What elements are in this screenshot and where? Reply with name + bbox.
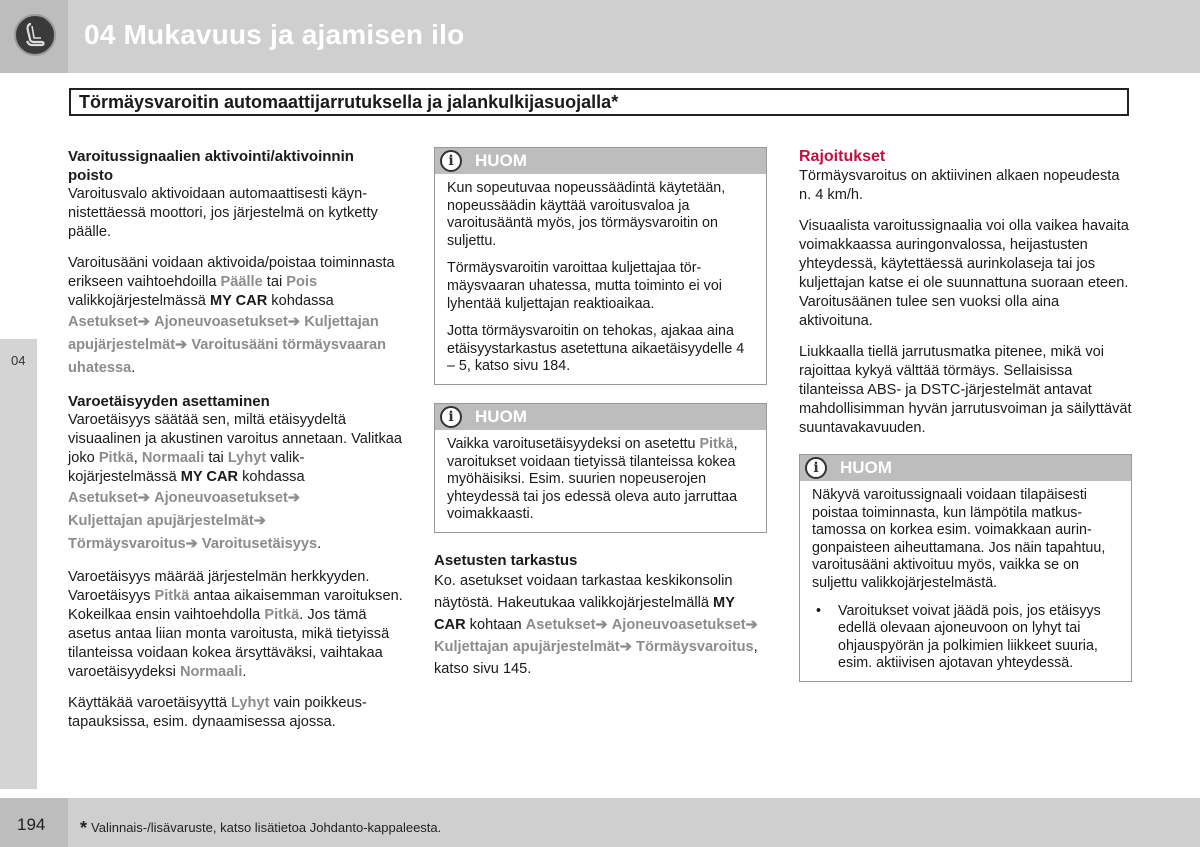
menu-path: Asetukset➔ Ajoneuvoasetukset➔ Kuljettajan apujärjestelmät➔ Törmäysvaroitus➔ Varoitusetäisyys. (68, 490, 322, 552)
chapter-title: 04 Mukavuus ja ajamisen ilo (84, 19, 465, 50)
seat-icon (14, 14, 56, 56)
chapter-side-tab-label: 04 (11, 353, 26, 368)
note-label: HUOM (840, 458, 892, 477)
paragraph: Ko. asetukset voidaan tarkastaa keskikonsolin näytöstä. Hakeutukaa valikkojärjestelmällä MY CAR kohtaan Asetukset➔ Ajoneuvoasetukset➔ Kuljettajan apujärjestelmät➔ Törmäysvaroitus, katso sivu 145. (434, 572, 758, 677)
section-title: Törmäysvaroitin automaattijarrutuksella ja jalankulkijasuojalla* (69, 88, 1129, 116)
info-icon: i (805, 457, 827, 479)
arrow-right-icon: ➔ (595, 616, 608, 633)
note-paragraph: Törmäysvaroitin varoittaa kuljettajaa törmäysvaaran uhatessa, mutta toiminto ei voi lyhentää kuljettajan reaktioaikaa. (447, 260, 722, 312)
bullet-icon: • (816, 602, 822, 619)
column-3 (799, 147, 1132, 700)
note-box (434, 403, 767, 533)
bullet-item: • Varoitukset voivat jäädä pois, jos etäisyys edellä olevaan ajoneuvoon on lyhyt tai ohjauspyörän ja polkimien liikkeet suuria, esim. aktiivisen ajotavan yhteydessä. (816, 602, 1101, 672)
paragraph: Törmäysvaroitus on aktiivinen alkaen nopeudesta n. 4 km/h. (799, 168, 1120, 203)
arrow-right-icon: ➔ (185, 536, 198, 552)
heading-warning-distance: Varoetäisyyden asettaminen (68, 393, 270, 410)
arrow-right-icon: ➔ (287, 314, 301, 330)
note-header (435, 148, 766, 174)
note-label: HUOM (475, 151, 527, 170)
info-icon: i (440, 406, 462, 428)
info-icon: i (440, 150, 462, 172)
column-1 (68, 147, 403, 732)
note-label: HUOM (475, 406, 527, 426)
page-number: 194 (17, 815, 46, 834)
heading-warning-signals: Varoitussignaalien aktivointi/aktivoinnin poisto (68, 148, 354, 184)
arrow-right-icon: ➔ (619, 638, 632, 655)
note-header (800, 455, 1131, 481)
note-body (435, 174, 766, 384)
footnote-star: * (80, 818, 88, 838)
heading-check-settings: Asetusten tarkastus (434, 551, 578, 569)
note-paragraph: Jotta törmäysvaroitin on tehokas, ajakaa aina etäisyystarkastus asetettuna aikaetäisyydelle 4 – 5, katso sivu 184. (447, 323, 745, 375)
note-header (435, 404, 766, 430)
arrow-right-icon: ➔ (253, 513, 266, 529)
note-body (800, 481, 1131, 681)
paragraph: Liukkaalla tiellä jarrutusmatka pitenee, mikä voi rajoittaa kykyä välttää törmäys. Sellaisissa tilanteissa ABS- ja DSTC-järjestelmät antavat mahdollisimman hyvän jarrutusvoiman ja säilyttävät suuntavakavuuden. (799, 344, 1132, 436)
paragraph: Varoitusääni voidaan aktivoida/poistaa toiminnasta erikseen vaihtoehdoilla Päälle tai Pois valikkojärjestelmässä MY CAR kohdassa (68, 255, 395, 309)
arrow-right-icon: ➔ (175, 337, 188, 353)
heading-limitations: Rajoitukset (799, 148, 886, 165)
note-box (434, 147, 767, 385)
note-paragraph: Näkyvä varoitussignaali voidaan tilapäisesti poistaa toiminnasta, kun lämpötila matkustamossa on korkea esim. voimakkaan auringonpaisteen aiheuttamana. Jos näin tapahtuu, varoitusääni aktivoituu myös, vaikka se on suljettu valikkojärjestelmästä. (812, 487, 1106, 591)
chapter-side-tab (0, 339, 37, 789)
menu-path: Asetukset➔ Ajoneuvoasetukset➔ Kuljettajan apujärjestelmät➔ Varoitusääni törmäysvaaran uhatessa. (68, 314, 387, 376)
note-box (799, 454, 1132, 682)
note-paragraph: Kun sopeutuvaa nopeussäädintä käytetään, nopeussäädin käyttää varoitusvaloa ja varoitusääntä myös, jos törmäysvaroitin on suljettu. (447, 180, 726, 249)
paragraph: Varoetäisyys säätää sen, miltä etäisyydeltä visuaalinen ja akustinen varoitus annetaan. Valitkaa joko Pitkä, Normaali tai Lyhyt valikkojärjestelmässä MY CAR kohdassa (68, 412, 402, 485)
note-paragraph: Vaikka varoitusetäisyydeksi on asetettu Pitkä, varoitukset voidaan tietyissä tilanteissa kokea myöhäisiksi. Esim. suurien nopeuserojen yhteydessä tai jos edessä oleva auto jarruttaa voimakkaasti. (447, 435, 738, 523)
paragraph: Varoetäisyys määrää järjestelmän herkkyyden. Varoetäisyys Pitkä antaa aikaisemman varoituksen. Kokeilkaa ensin vaihtoehdolla Pitkä. Jos tämä asetus antaa liian monta varoitusta, mikä tietyissä tilanteissa voidaan kokea ärsyttäväksi, vaihtakaa varoetäisyydeksi Normaali. (68, 569, 403, 680)
arrow-right-icon: ➔ (137, 314, 150, 330)
note-body (435, 430, 766, 532)
arrow-right-icon: ➔ (745, 616, 758, 633)
paragraph: Varoitusvalo aktivoidaan automaattisesti käynnistettäessä moottori, jos järjestelmä on kytketty päälle. (68, 186, 378, 240)
paragraph: Käyttäkää varoetäisyyttä Lyhyt vain poikkeustapauksissa, esim. dynaamisessa ajossa. (68, 695, 367, 730)
header-icon-panel (0, 0, 68, 73)
arrow-right-icon: ➔ (137, 490, 150, 506)
arrow-right-icon: ➔ (287, 490, 301, 506)
footnote: * Valinnais-/lisävaruste, katso lisätietoa Johdanto-kappaleesta. (80, 818, 442, 838)
column-2 (434, 147, 767, 680)
paragraph: Visuaalista varoitussignaalia voi olla vaikea havaita voimakkaassa auringonvalossa, heijastusten yhteydessä, käytettäessä aurinkolaseja tai jos kuljettajan katse ei ole suunnattuna suoraan eteen. Varoitusäänen tulee sen vuoksi olla aina aktivoituna. (799, 218, 1129, 329)
